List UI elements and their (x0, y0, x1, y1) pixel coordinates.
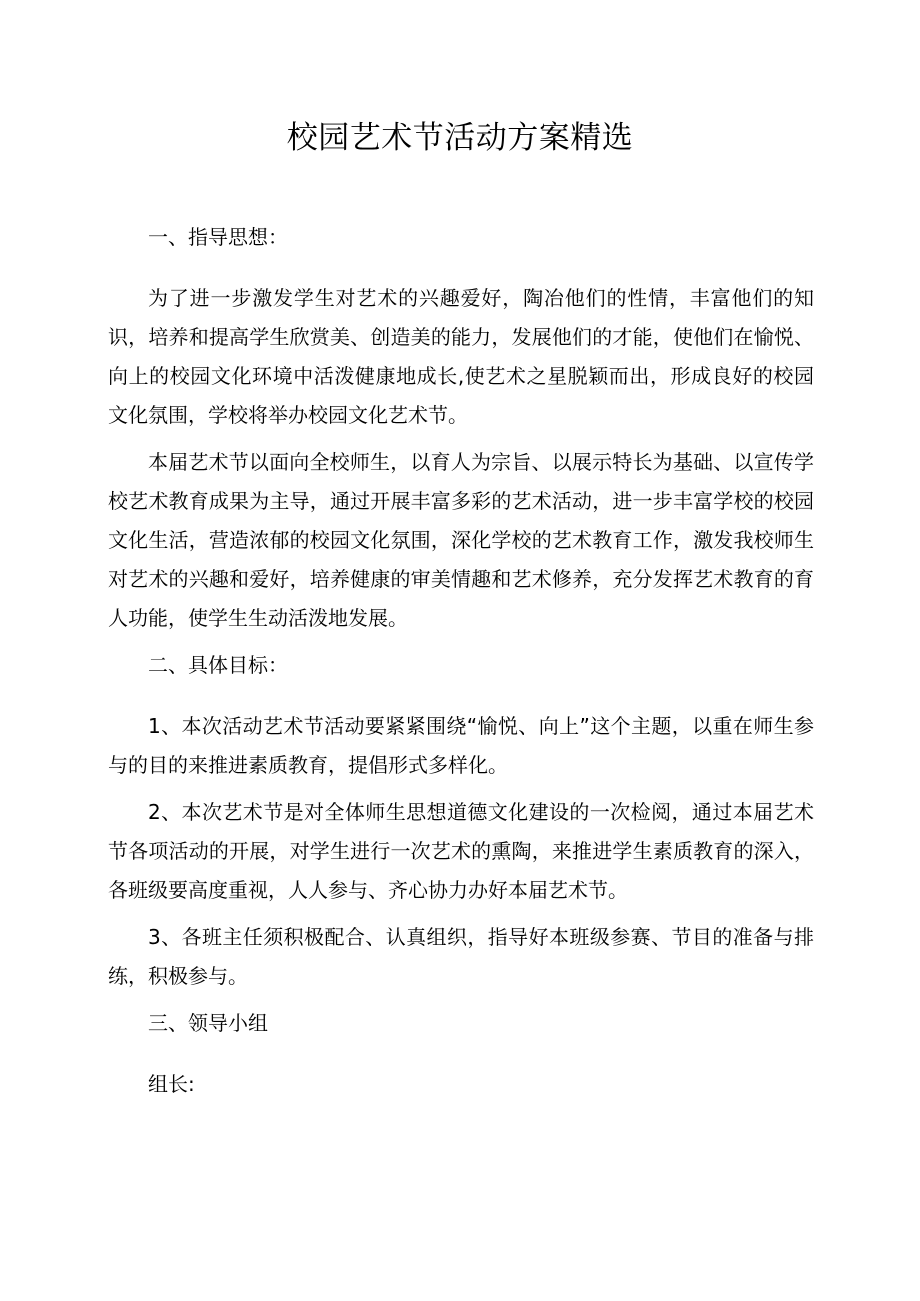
section-heading-specific-goals: 二、具体目标： (148, 653, 288, 677)
paragraph: 本届艺术节以面向全校师生，以育人为宗旨、以展示特长为基础、以宣传学校艺术教育成果为主导，通过开展丰富多彩的艺术活动，进一步丰富学校的校园文化生活，营造浓郁的校园文化氛围，深化学校的艺术教育工作，激发我校师生对艺术的兴趣和爱好，培养健康的审美情趣和艺术修养，充分发挥艺术教育的育人功能，使学生生动活泼地发展。 (108, 450, 814, 630)
document-body (108, 218, 814, 1126)
document-title: 校园艺术节活动方案精选 (286, 120, 634, 156)
paragraph: 为了进一步激发学生对艺术的兴趣爱好，陶冶他们的性情，丰富他们的知识，培养和提高学生欣赏美、创造美的能力，发展他们的才能，使他们在愉悦、向上的校园文化环境中活泼健康地成长,使艺术之星脱颖而出，形成良好的校园文化氛围，学校将举办校园文化艺术节。 (108, 286, 814, 427)
paragraph: 2、本次艺术节是对全体师生思想道德文化建设的一次检阅，通过本届艺术节各项活动的开展，对学生进行一次艺术的熏陶，来推进学生素质教育的深入，各班级要高度重视，人人参与、齐心协力办好本届艺术节。 (108, 800, 814, 902)
paragraph: 1、本次活动艺术节活动要紧紧围绕“愉悦、向上”这个主题，以重在师生参与的目的来推进素质教育，提倡形式多样化。 (108, 714, 814, 777)
section-heading-guiding-ideology: 一、指导思想： (148, 225, 288, 249)
group-leader-line: 组长: (148, 1072, 195, 1096)
paragraph: 3、各班主任须积极配合、认真组织，指导好本班级参赛、节目的准备与排练，积极参与。 (108, 925, 814, 988)
section-heading-leadership-group: 三、领导小组 (148, 1011, 268, 1035)
